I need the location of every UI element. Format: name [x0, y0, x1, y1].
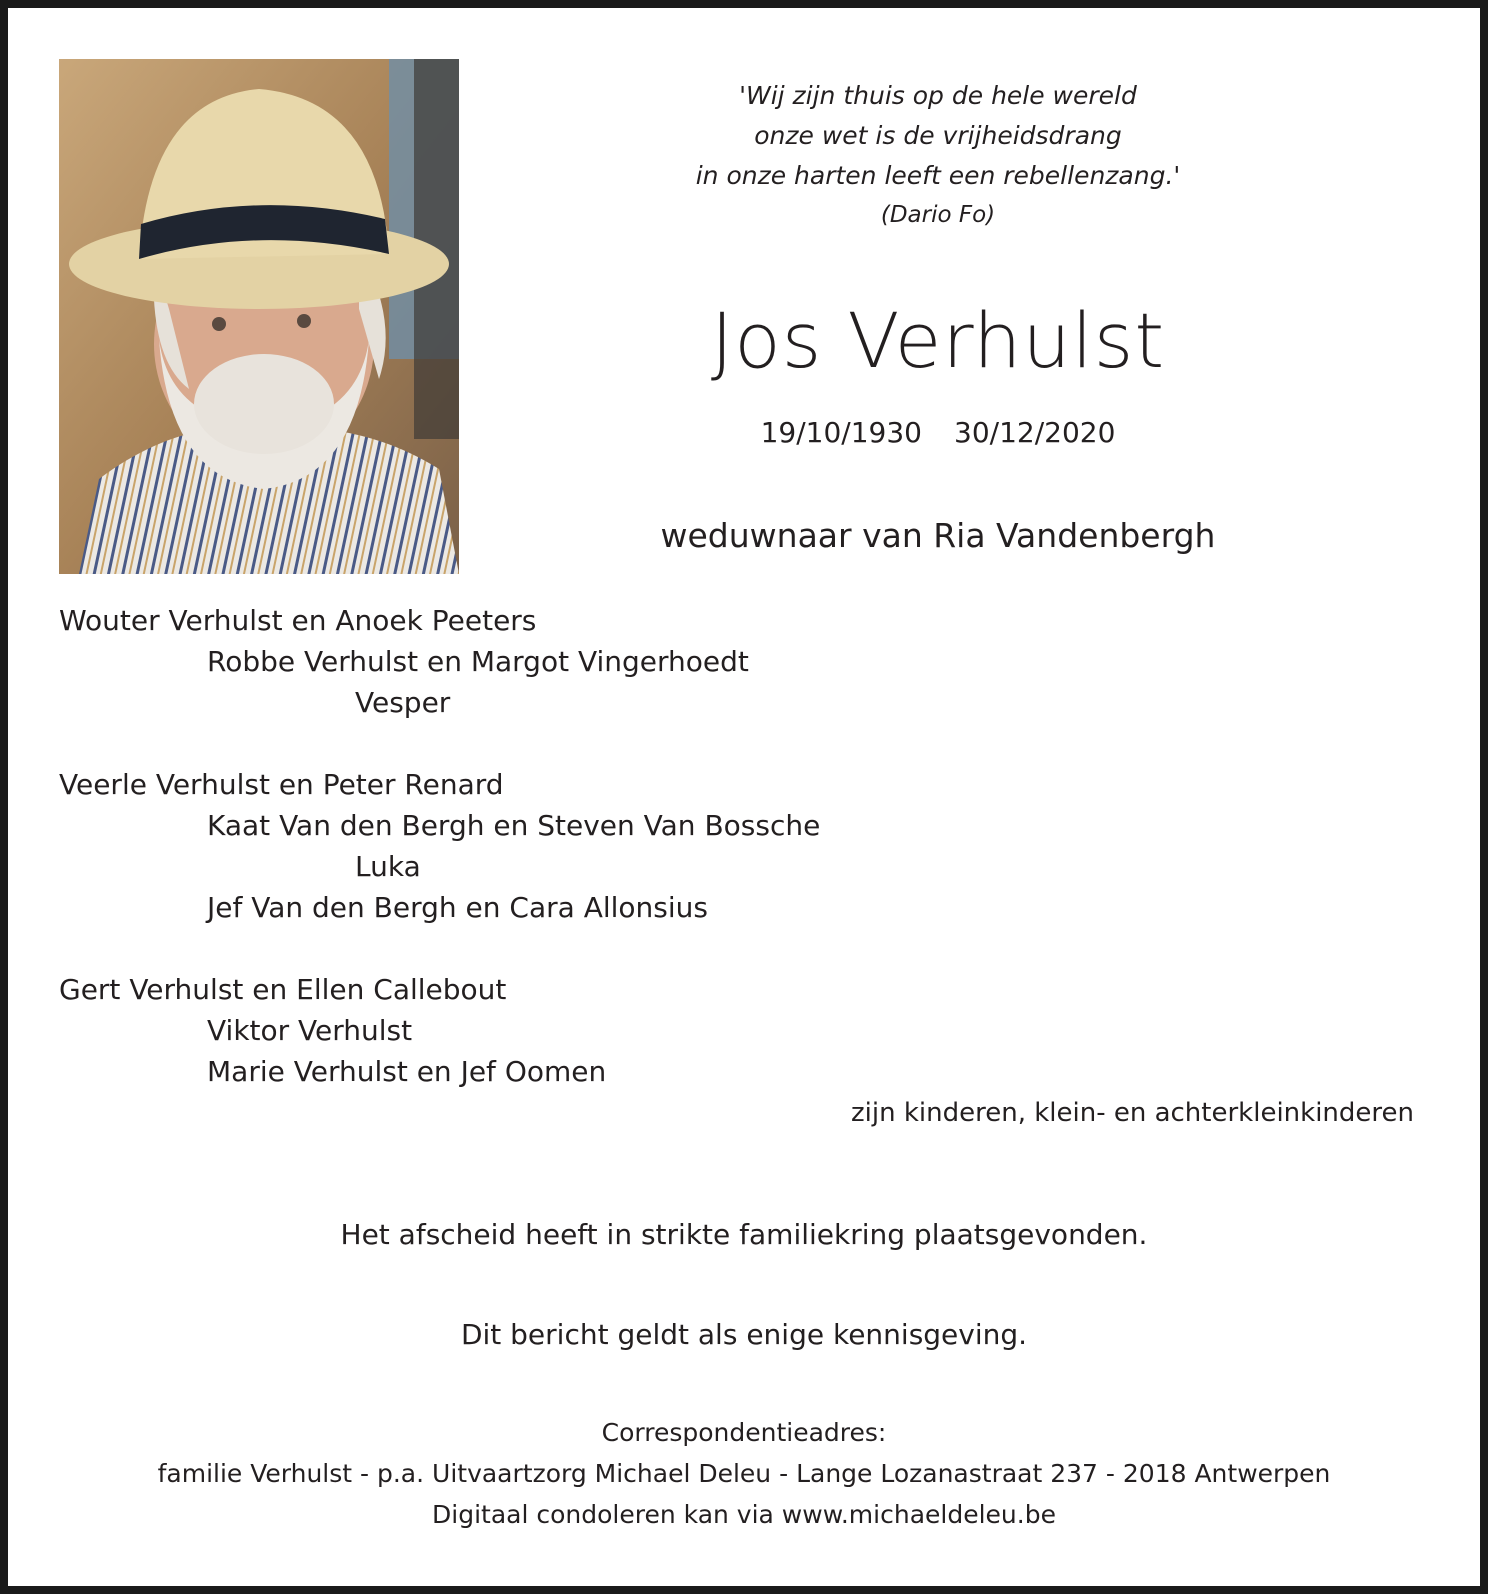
- condolence-line: Digitaal condoleren kan via www.michaeldeleu.be: [432, 1500, 1056, 1529]
- quote-author: (Dario Fo): [880, 202, 996, 228]
- family-child: Jef Van den Bergh en Cara Allonsius: [207, 891, 708, 924]
- deceased-name: Jos Verhulst: [710, 296, 1166, 385]
- family-grandchild: Luka: [355, 850, 421, 883]
- only-notice: Dit bericht geldt als enige kennisgeving.: [460, 1318, 1028, 1351]
- portrait-illustration: [59, 59, 459, 574]
- birth-date: 19/10/1930: [760, 416, 922, 449]
- portrait-photo: [59, 59, 459, 574]
- family-summary: zijn kinderen, klein- en achterkleinkinderen: [851, 1098, 1414, 1128]
- life-dates: [568, 416, 1308, 449]
- family-parent: Veerle Verhulst en Peter Renard: [59, 768, 504, 801]
- farewell-notice: Het afscheid heeft in strikte familiekring plaatsgevonden.: [340, 1218, 1148, 1251]
- family-child: Kaat Van den Bergh en Steven Van Bossche: [207, 809, 821, 842]
- family-child: Marie Verhulst en Jef Oomen: [207, 1055, 607, 1088]
- quote-block: [568, 76, 1308, 234]
- quote-line: onze wet is de vrijheidsdrang: [754, 121, 1122, 150]
- death-date: 30/12/2020: [954, 416, 1116, 449]
- quote-line: 'Wij zijn thuis op de hele wereld: [739, 81, 1137, 110]
- family-grandchild: Vesper: [355, 686, 451, 719]
- quote-line: in onze harten leeft een rebellenzang.': [695, 161, 1181, 190]
- widower-line: weduwnaar van Ria Vandenbergh: [660, 516, 1216, 555]
- contact-label: Correspondentieadres:: [601, 1418, 887, 1447]
- family-parent: Wouter Verhulst en Anoek Peeters: [59, 604, 537, 637]
- obituary-card: [8, 8, 1480, 1586]
- contact-address: familie Verhulst - p.a. Uitvaartzorg Michael Deleu - Lange Lozanastraat 237 - 2018 Antwerpen: [157, 1459, 1331, 1488]
- family-child: Robbe Verhulst en Margot Vingerhoedt: [207, 645, 749, 678]
- family-child: Viktor Verhulst: [207, 1014, 413, 1047]
- family-parent: Gert Verhulst en Ellen Callebout: [59, 973, 507, 1006]
